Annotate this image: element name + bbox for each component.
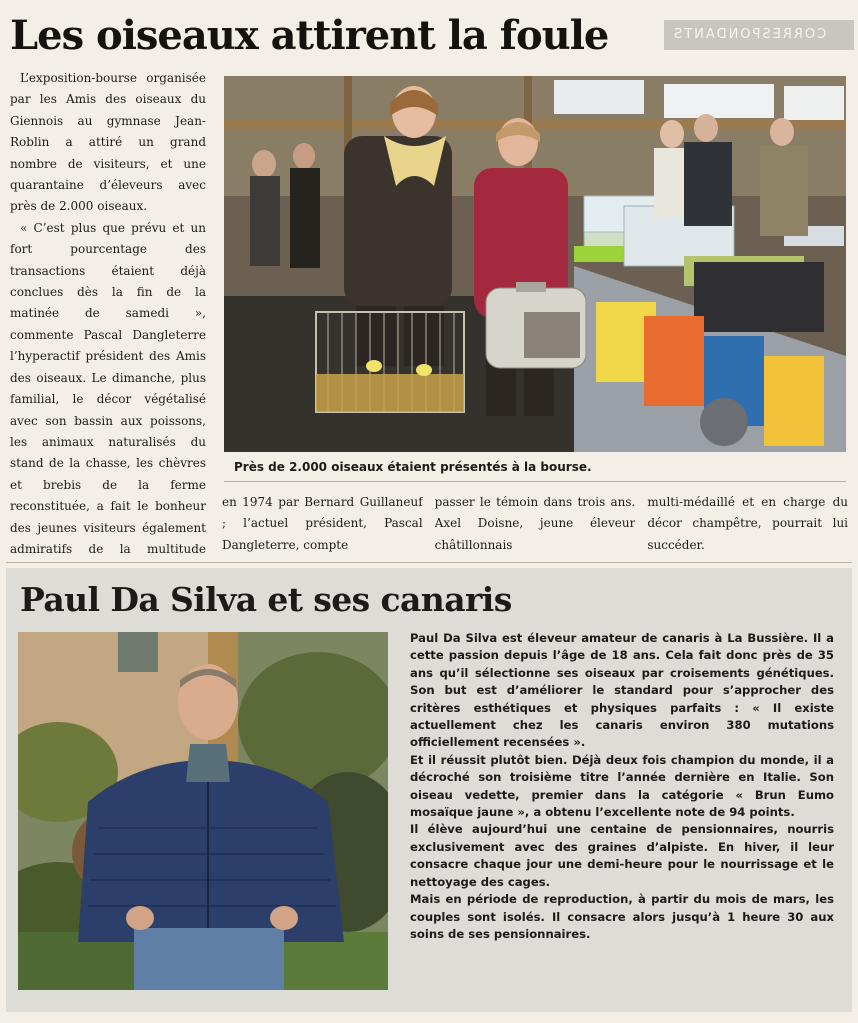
article2-paragraph-2: Et il réussit plutôt bien. Déjà deux fois champion du monde, il a décroché son troisième titre l’année dernière en Italie. Son oiseau vedette, premier dans la catégorie « Brun Eumo mosaïque jaune », a obtenu l’excellente note de 94 points.	[410, 752, 834, 820]
article2-paragraph-3: Il élève aujourd’hui une centaine de pensionnaires, nourris exclusivement avec des graines d’alpiste. En hiver, il leur consacre chaque jour une demi-heure pour le nourrissage et le nettoyage des cages.	[410, 822, 834, 889]
article1-photo	[224, 76, 846, 452]
article1-headline: Les oiseaux attirent la foule	[10, 12, 609, 59]
article2-portrait-photo	[18, 632, 388, 990]
article2-headline: Paul Da Silva et ses canaris	[20, 580, 512, 619]
article2-body	[410, 630, 834, 1000]
article1-paragraph-1: L’exposition-bourse organisée par les Amis des oiseaux du Giennois au gymnase Jean-Roblin a attiré un grand nombre de visiteurs, et une quarantaine d’éleveurs avec près de 2.000 oiseaux.	[10, 71, 206, 214]
section-tag: CORRESPONDANTS	[664, 20, 854, 50]
article-divider	[6, 562, 852, 563]
article1-column	[10, 68, 206, 558]
continuation-column-2: passer le témoin dans trois ans. Axel Doisne, jeune éleveur châtillonnais	[434, 495, 636, 552]
article1-paragraph-2: « C’est plus que prévu et un fort pourcentage des transactions étaient déjà conclues dès la fin de la matinée de samedi », commente Pascal Dangleterre l’hyperactif président des Amis des oiseaux. Le dimanche, plus familial, le décor végétalisé avec son bassin aux poissons, les animaux naturalisés du stand de la chasse, les chèvres et brebis de la ferme reconstituée, a fait le bonheur des jeunes visiteurs également admiratifs de la multitude	[10, 220, 206, 556]
article1-photo-caption: Près de 2.000 oiseaux étaient présentés à la bourse.	[224, 452, 846, 482]
article2-paragraph-1: Paul Da Silva est éleveur amateur de canaris à La Bussière. Il a cette passion depuis l’âge de 18 ans. Cela fait donc près de 35 ans qu’il sélectionne ses oiseaux par croisements génétiques. Son but est d’améliorer le standard pour s’approcher des critères esthétiques et physiques parfaits : « Il existe actuellement chez les canaris environ 380 mutations officiellement recensées ».	[410, 631, 834, 750]
article2-paragraph-4: Mais en période de reproduction, à partir du mois de mars, les couples sont isolés. Il consacre alors jusqu’à 1 heure 30 aux soins de ses pensionnaires.	[410, 892, 834, 941]
continuation-column-1: en 1974 par Bernard Guillaneuf ; l’actuel président, Pascal Dangleterre, compte	[222, 495, 423, 552]
continuation-column-3: multi-médaillé et en charge du décor champêtre, pourrait lui succéder.	[647, 495, 849, 552]
article1-continuation	[222, 492, 848, 558]
